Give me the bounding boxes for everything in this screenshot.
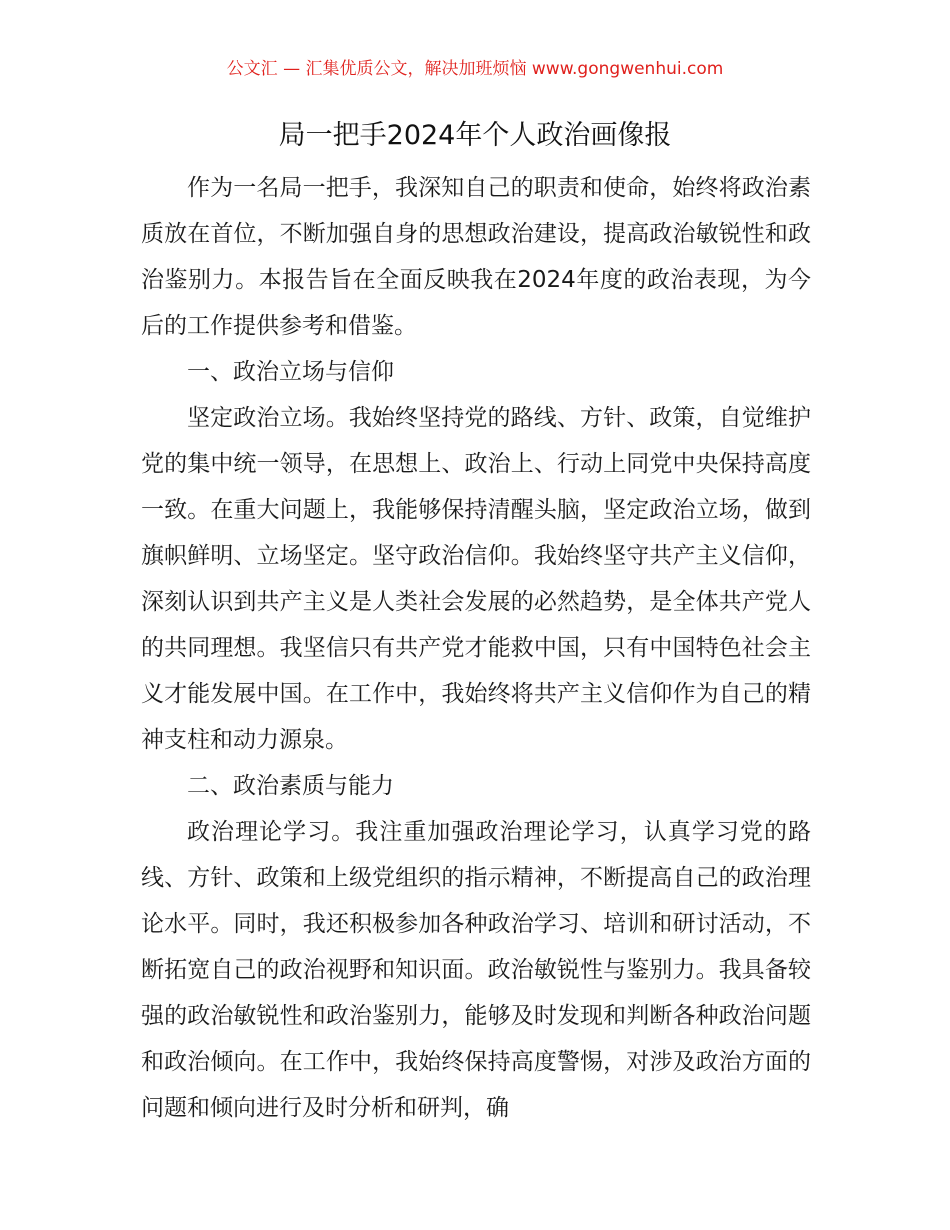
section-heading-political-quality: 二、政治素质与能力 [187, 773, 394, 799]
site-watermark-header: 公文汇 — 汇集优质公文，解决加班烦恼 www.gongwenhui.com [226, 59, 724, 79]
political-quality-paragraph: 政治理论学习。我注重加强政治理论学习，认真学习党的路线、方针、政策和上级党组织的指示精神，不断提高自己的政治理论水平。同时，我还积极参加各种政治学习、培训和研讨活动，不断拓宽自己的政治视野和知识面。政治敏锐性与鉴别力。我具备较强的政治敏锐性和政治鉴别力，能够及时发现和判断各种政治问题和政治倾向。在工作中，我始终保持高度警惕，对涉及政治方面的问题和倾向进行及时分析和研判，确 [141, 819, 811, 1121]
political-stance-paragraph: 坚定政治立场。我始终坚持党的路线、方针、政策，自觉维护党的集中统一领导，在思想上、政治上、行动上同党中央保持高度一致。在重大问题上，我能够保持清醒头脑，坚定政治立场，做到旗帜鲜明、立场坚定。坚守政治信仰。我始终坚守共产主义信仰，深刻认识到共产主义是人类社会发展的必然趋势，是全体共产党人的共同理想。我坚信只有共产党才能救中国，只有中国特色社会主义才能发展中国。在工作中，我始终将共产主义信仰作为自己的精神支柱和动力源泉。 [141, 405, 811, 753]
intro-paragraph: 作为一名局一把手，我深知自己的职责和使命，始终将政治素质放在首位，不断加强自身的思想政治建设，提高政治敏锐性和政治鉴别力。本报告旨在全面反映我在2024年度的政治表现，为今后的工作提供参考和借鉴。 [141, 175, 811, 339]
document-body [141, 165, 811, 1131]
section-heading-political-stance: 一、政治立场与信仰 [187, 359, 394, 385]
document-title: 局一把手2024年个人政治画像报 [278, 120, 672, 151]
